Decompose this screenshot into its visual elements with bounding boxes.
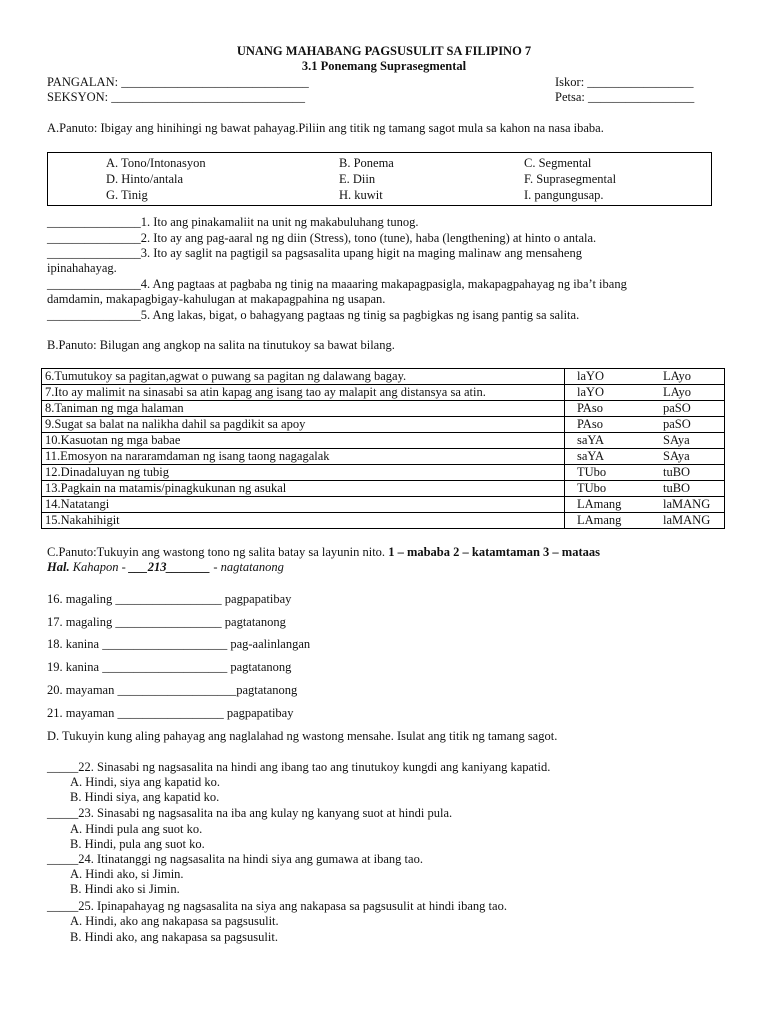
row-options [565,449,725,465]
option-a[interactable]: saYA [577,433,605,447]
name-field: PANGALAN: ______________________________ [47,75,309,89]
row-question: 6.Tumutukoy sa pagitan,agwat o puwang sa pagitan ng dalawang bagay. [42,369,565,385]
choice-h: H. kuwit [339,188,383,202]
part-c-item-16: 16. magaling _________________ pagpapatibay [47,592,292,606]
part-c-instruction: C.Panuto:Tukuyin ang wastong tono ng salita batay sa layunin nito. [47,545,386,559]
part-d-option-25a: A. Hindi, ako ang nakapasa sa pagsusulit. [70,914,279,928]
option-a[interactable]: TUbo [577,465,607,479]
score-field: Iskor: _________________ [555,75,694,89]
table-row [42,385,725,401]
row-options [565,385,725,401]
part-d-option-22a: A. Hindi, siya ang kapatid ko. [70,775,220,789]
part-d-option-24b: B. Hindi ako si Jimin. [70,882,180,896]
row-options [565,497,725,513]
part-a-item-1: _______________1. Ito ang pinakamaliit na unit ng makabuluhang tunog. [47,215,419,229]
choice-f: F. Suprasegmental [524,172,617,186]
row-options [565,401,725,417]
option-a[interactable]: saYA [577,449,605,463]
table-row [42,369,725,385]
part-a-item-4: _______________4. Ang pagtaas at pagbaba ng tinig na maaaring makapagpasigla, makapagpahayag ng iba’t ibang [47,277,627,291]
exam-title: UNANG MAHABANG PAGSUSULIT SA FILIPINO 7 [236,44,532,58]
row-question: 14.Natatangi [42,497,565,513]
option-b[interactable]: paSO [663,417,691,431]
row-options [565,433,725,449]
option-a[interactable]: laYO [577,385,605,399]
section-field: SEKSYON: _______________________________ [47,90,305,104]
example-answer: ___213_______ [128,560,211,574]
part-a-item-3-cont: ipinahahayag. [47,261,117,275]
part-d-option-23b: B. Hindi, pula ang suot ko. [70,837,205,851]
table-row [42,449,725,465]
row-question: 11.Emosyon na nararamdaman ng isang taong nagagalak [42,449,565,465]
table-row [42,481,725,497]
option-b[interactable]: SAya [663,449,690,463]
part-d-question-24: _____24. Itinatanggi ng nagsasalita na hindi siya ang gumawa at ibang tao. [47,852,423,866]
example-word: Kahapon [72,560,119,574]
row-options [565,465,725,481]
choice-g: G. Tinig [106,188,148,202]
date-field: Petsa: _________________ [555,90,695,104]
table-row [42,513,725,529]
exam-subtitle: 3.1 Ponemang Suprasegmental [301,59,467,73]
option-b[interactable]: tuBO [663,481,691,495]
example-dash-2: - [213,560,218,574]
choice-i: I. pangungusap. [524,188,604,202]
part-a-item-2: _______________2. Ito ay ang pag-aaral ng ng diin (Stress), tono (tune), haba (lengthening) at hinto o antala. [47,231,597,245]
choice-a: A. Tono/Intonasyon [106,156,206,170]
option-a[interactable]: PAso [577,401,603,415]
option-a[interactable]: laYO [577,369,605,383]
table-row [42,401,725,417]
row-options [565,369,725,385]
table-row [42,465,725,481]
option-b[interactable]: tuBO [663,465,691,479]
row-question: 10.Kasuotan ng mga babae [42,433,565,449]
part-c-instruction-line [47,545,600,560]
choices-box [47,152,712,206]
option-b[interactable]: LAyo [663,385,692,399]
part-d-option-22b: B. Hindi siya, ang kapatid ko. [70,790,220,804]
option-a[interactable]: PAso [577,417,603,431]
part-d-question-25: _____25. Ipinapahayag ng nagsasalita na siya ang nakapasa sa pagsusulit at hindi ibang tao. [47,899,507,913]
part-a-item-3: _______________3. Ito ay saglit na pagtigil sa pagsasalita upang higit na maging malinaw ang mensaheng [47,246,582,260]
row-question: 13.Pagkain na matamis/pinagkukunan ng asukal [42,481,565,497]
part-a-instruction: A.Panuto: Ibigay ang hinihingi ng bawat pahayag.Piliin ang titik ng tamang sagot mula sa kahon na nasa ibaba. [47,121,604,135]
choice-e: E. Diin [339,172,376,186]
row-question: 9.Sugat sa balat na nalikha dahil sa pagdikit sa apoy [42,417,565,433]
example-purpose: nagtatanong [220,560,284,574]
table-row [42,433,725,449]
row-question: 12.Dinadaluyan ng tubig [42,465,565,481]
part-d-question-22: _____22. Sinasabi ng nagsasalita na hindi ang ibang tao ang tinutukoy kungdi ang kaniyang kapatid. [47,760,551,774]
part-d-option-23a: A. Hindi pula ang suot ko. [70,822,203,836]
row-options [565,417,725,433]
option-b[interactable]: laMANG [663,513,711,527]
part-b-table [41,368,725,529]
option-b[interactable]: paSO [663,401,691,415]
part-d-option-24a: A. Hindi ako, si Jimin. [70,867,184,881]
option-b[interactable]: laMANG [663,497,711,511]
part-d-instruction: D. Tukuyin kung aling pahayag ang naglalahad ng wastong mensahe. Isulat ang titik ng tamang sagot. [47,729,558,743]
part-c-item-18: 18. kanina ____________________ pag-aalinlangan [47,637,311,651]
choice-d: D. Hinto/antala [106,172,184,186]
row-options [565,513,725,529]
table-row [42,497,725,513]
part-b-instruction: B.Panuto: Bilugan ang angkop na salita na tinutukoy sa bawat bilang. [47,338,395,352]
part-d-question-23: _____23. Sinasabi ng nagsasalita na iba ang kulay ng kanyang suot at hindi pula. [47,806,453,820]
part-c-example [47,560,284,575]
row-question: 15.Nakahihigit [42,513,565,529]
choice-c: C. Segmental [524,156,592,170]
example-label: Hal. [47,560,70,574]
part-a-item-4-cont: damdamin, makapagbigay-kahulugan at makapagpahina ng usapan. [47,292,386,306]
row-options [565,481,725,497]
option-a[interactable]: LAmang [577,497,622,511]
part-a-item-5: _______________5. Ang lakas, bigat, o bahagyang pagtaas ng tinig sa pagbigkas ng isang pantig sa salita. [47,308,580,322]
part-d-option-25b: B. Hindi ako, ang nakapasa sa pagsusulit. [70,930,278,944]
option-b[interactable]: LAyo [663,369,692,383]
part-c-item-17: 17. magaling _________________ pagtatanong [47,615,286,629]
part-c-item-20: 20. mayaman ___________________pagtatanong [47,683,298,697]
option-b[interactable]: SAya [663,433,690,447]
option-a[interactable]: LAmang [577,513,622,527]
option-a[interactable]: TUbo [577,481,607,495]
example-dash: - [121,560,126,574]
choice-b: B. Ponema [339,156,394,170]
table-row [42,417,725,433]
row-question: 7.Ito ay malimit na sinasabi sa atin kapag ang isang tao ay malapit ang distansya sa atin. [42,385,565,401]
tone-legend: 1 – mababa 2 – katamtaman 3 – mataas [388,545,600,559]
part-c-item-21: 21. mayaman _________________ pagpapatibay [47,706,294,720]
row-question: 8.Taniman ng mga halaman [42,401,565,417]
part-c-item-19: 19. kanina ____________________ pagtatanong [47,660,292,674]
